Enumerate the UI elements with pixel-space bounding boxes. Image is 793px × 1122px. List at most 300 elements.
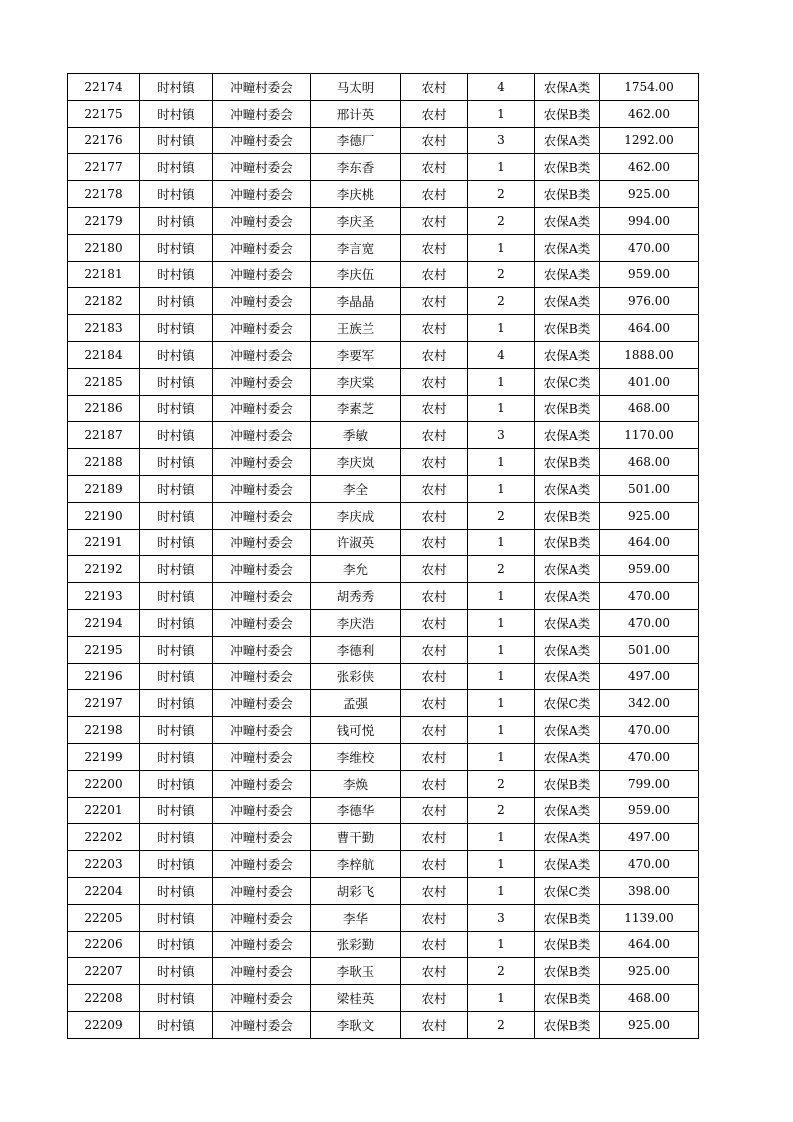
name-cell: 李华 (311, 904, 401, 931)
village-committee-cell: 冲疃村委会 (213, 74, 311, 101)
village-committee-cell: 冲疃村委会 (213, 609, 311, 636)
category-cell: 农保A类 (535, 636, 600, 663)
village-committee-cell: 冲疃村委会 (213, 395, 311, 422)
town-cell: 时村镇 (140, 556, 213, 583)
table-row (68, 100, 699, 127)
area-type-cell: 农村 (401, 502, 468, 529)
household-count-cell: 1 (468, 690, 535, 717)
town-cell: 时村镇 (140, 127, 213, 154)
table-row (68, 717, 699, 744)
record-id-cell: 22206 (68, 931, 140, 958)
name-cell: 李素芝 (311, 395, 401, 422)
table-row (68, 877, 699, 904)
amount-cell: 925.00 (600, 502, 699, 529)
record-id-cell: 22200 (68, 770, 140, 797)
amount-cell: 1292.00 (600, 127, 699, 154)
table-row (68, 288, 699, 315)
table-row (68, 583, 699, 610)
name-cell: 李允 (311, 556, 401, 583)
record-id-cell: 22189 (68, 475, 140, 502)
area-type-cell: 农村 (401, 556, 468, 583)
category-cell: 农保A类 (535, 717, 600, 744)
area-type-cell: 农村 (401, 261, 468, 288)
record-id-cell: 22195 (68, 636, 140, 663)
category-cell: 农保B类 (535, 529, 600, 556)
amount-cell: 959.00 (600, 261, 699, 288)
village-committee-cell: 冲疃村委会 (213, 449, 311, 476)
town-cell: 时村镇 (140, 743, 213, 770)
village-committee-cell: 冲疃村委会 (213, 958, 311, 985)
name-cell: 马太明 (311, 74, 401, 101)
table-row (68, 207, 699, 234)
household-count-cell: 3 (468, 127, 535, 154)
category-cell: 农保A类 (535, 422, 600, 449)
village-committee-cell: 冲疃村委会 (213, 717, 311, 744)
town-cell: 时村镇 (140, 475, 213, 502)
household-count-cell: 1 (468, 717, 535, 744)
household-count-cell: 4 (468, 74, 535, 101)
category-cell: 农保B类 (535, 985, 600, 1012)
records-table (67, 73, 699, 1039)
household-count-cell: 1 (468, 154, 535, 181)
amount-cell: 925.00 (600, 1011, 699, 1038)
table-row (68, 422, 699, 449)
category-cell: 农保B类 (535, 395, 600, 422)
name-cell: 李庆棠 (311, 368, 401, 395)
village-committee-cell: 冲疃村委会 (213, 663, 311, 690)
name-cell: 李庆伍 (311, 261, 401, 288)
area-type-cell: 农村 (401, 181, 468, 208)
town-cell: 时村镇 (140, 154, 213, 181)
area-type-cell: 农村 (401, 1011, 468, 1038)
record-id-cell: 22179 (68, 207, 140, 234)
household-count-cell: 1 (468, 985, 535, 1012)
category-cell: 农保A类 (535, 261, 600, 288)
town-cell: 时村镇 (140, 315, 213, 342)
household-count-cell: 1 (468, 315, 535, 342)
household-count-cell: 2 (468, 1011, 535, 1038)
household-count-cell: 1 (468, 449, 535, 476)
name-cell: 李东香 (311, 154, 401, 181)
amount-cell: 464.00 (600, 315, 699, 342)
name-cell: 李梓航 (311, 851, 401, 878)
area-type-cell: 农村 (401, 529, 468, 556)
name-cell: 张彩勤 (311, 931, 401, 958)
name-cell: 李德厂 (311, 127, 401, 154)
household-count-cell: 1 (468, 824, 535, 851)
amount-cell: 470.00 (600, 851, 699, 878)
name-cell: 孟强 (311, 690, 401, 717)
category-cell: 农保A类 (535, 797, 600, 824)
amount-cell: 1170.00 (600, 422, 699, 449)
name-cell: 李庆桃 (311, 181, 401, 208)
record-id-cell: 22186 (68, 395, 140, 422)
table-row (68, 824, 699, 851)
household-count-cell: 1 (468, 743, 535, 770)
record-id-cell: 22209 (68, 1011, 140, 1038)
record-id-cell: 22208 (68, 985, 140, 1012)
village-committee-cell: 冲疃村委会 (213, 824, 311, 851)
category-cell: 农保B类 (535, 315, 600, 342)
town-cell: 时村镇 (140, 181, 213, 208)
name-cell: 李耿玉 (311, 958, 401, 985)
record-id-cell: 22196 (68, 663, 140, 690)
table-row (68, 743, 699, 770)
name-cell: 梁桂英 (311, 985, 401, 1012)
name-cell: 李德华 (311, 797, 401, 824)
table-row (68, 663, 699, 690)
town-cell: 时村镇 (140, 395, 213, 422)
table-row (68, 449, 699, 476)
category-cell: 农保A类 (535, 234, 600, 261)
area-type-cell: 农村 (401, 636, 468, 663)
village-committee-cell: 冲疃村委会 (213, 743, 311, 770)
town-cell: 时村镇 (140, 904, 213, 931)
amount-cell: 462.00 (600, 100, 699, 127)
amount-cell: 468.00 (600, 985, 699, 1012)
table-row (68, 931, 699, 958)
amount-cell: 342.00 (600, 690, 699, 717)
area-type-cell: 农村 (401, 717, 468, 744)
area-type-cell: 农村 (401, 127, 468, 154)
category-cell: 农保C类 (535, 690, 600, 717)
household-count-cell: 2 (468, 207, 535, 234)
record-id-cell: 22193 (68, 583, 140, 610)
amount-cell: 925.00 (600, 958, 699, 985)
category-cell: 农保B类 (535, 770, 600, 797)
village-committee-cell: 冲疃村委会 (213, 181, 311, 208)
village-committee-cell: 冲疃村委会 (213, 234, 311, 261)
household-count-cell: 1 (468, 395, 535, 422)
category-cell: 农保A类 (535, 663, 600, 690)
household-count-cell: 1 (468, 609, 535, 636)
table-body (68, 74, 699, 1039)
table-row (68, 181, 699, 208)
amount-cell: 501.00 (600, 636, 699, 663)
name-cell: 李要军 (311, 341, 401, 368)
amount-cell: 497.00 (600, 824, 699, 851)
area-type-cell: 农村 (401, 958, 468, 985)
village-committee-cell: 冲疃村委会 (213, 529, 311, 556)
table-row (68, 904, 699, 931)
amount-cell: 1754.00 (600, 74, 699, 101)
town-cell: 时村镇 (140, 1011, 213, 1038)
amount-cell: 468.00 (600, 395, 699, 422)
area-type-cell: 农村 (401, 315, 468, 342)
area-type-cell: 农村 (401, 690, 468, 717)
record-id-cell: 22199 (68, 743, 140, 770)
record-id-cell: 22203 (68, 851, 140, 878)
category-cell: 农保A类 (535, 74, 600, 101)
village-committee-cell: 冲疃村委会 (213, 877, 311, 904)
table-row (68, 1011, 699, 1038)
town-cell: 时村镇 (140, 207, 213, 234)
area-type-cell: 农村 (401, 931, 468, 958)
amount-cell: 799.00 (600, 770, 699, 797)
amount-cell: 959.00 (600, 556, 699, 583)
town-cell: 时村镇 (140, 770, 213, 797)
village-committee-cell: 冲疃村委会 (213, 475, 311, 502)
record-id-cell: 22192 (68, 556, 140, 583)
village-committee-cell: 冲疃村委会 (213, 154, 311, 181)
category-cell: 农保C类 (535, 368, 600, 395)
category-cell: 农保A类 (535, 341, 600, 368)
record-id-cell: 22198 (68, 717, 140, 744)
table-row (68, 154, 699, 181)
table-row (68, 395, 699, 422)
village-committee-cell: 冲疃村委会 (213, 207, 311, 234)
town-cell: 时村镇 (140, 851, 213, 878)
record-id-cell: 22182 (68, 288, 140, 315)
village-committee-cell: 冲疃村委会 (213, 556, 311, 583)
category-cell: 农保A类 (535, 556, 600, 583)
household-count-cell: 3 (468, 904, 535, 931)
village-committee-cell: 冲疃村委会 (213, 690, 311, 717)
household-count-cell: 1 (468, 663, 535, 690)
table-row (68, 851, 699, 878)
record-id-cell: 22187 (68, 422, 140, 449)
category-cell: 农保B类 (535, 931, 600, 958)
household-count-cell: 2 (468, 502, 535, 529)
name-cell: 季敏 (311, 422, 401, 449)
record-id-cell: 22185 (68, 368, 140, 395)
town-cell: 时村镇 (140, 690, 213, 717)
record-id-cell: 22188 (68, 449, 140, 476)
household-count-cell: 1 (468, 931, 535, 958)
record-id-cell: 22190 (68, 502, 140, 529)
area-type-cell: 农村 (401, 877, 468, 904)
village-committee-cell: 冲疃村委会 (213, 904, 311, 931)
record-id-cell: 22176 (68, 127, 140, 154)
area-type-cell: 农村 (401, 368, 468, 395)
household-count-cell: 3 (468, 422, 535, 449)
area-type-cell: 农村 (401, 770, 468, 797)
area-type-cell: 农村 (401, 904, 468, 931)
amount-cell: 925.00 (600, 181, 699, 208)
area-type-cell: 农村 (401, 100, 468, 127)
name-cell: 李庆浩 (311, 609, 401, 636)
table-row (68, 985, 699, 1012)
town-cell: 时村镇 (140, 931, 213, 958)
category-cell: 农保A类 (535, 288, 600, 315)
village-committee-cell: 冲疃村委会 (213, 583, 311, 610)
town-cell: 时村镇 (140, 449, 213, 476)
area-type-cell: 农村 (401, 824, 468, 851)
area-type-cell: 农村 (401, 74, 468, 101)
village-committee-cell: 冲疃村委会 (213, 261, 311, 288)
category-cell: 农保A类 (535, 609, 600, 636)
village-committee-cell: 冲疃村委会 (213, 341, 311, 368)
category-cell: 农保B类 (535, 958, 600, 985)
table-row (68, 556, 699, 583)
amount-cell: 470.00 (600, 234, 699, 261)
village-committee-cell: 冲疃村委会 (213, 422, 311, 449)
name-cell: 李耿文 (311, 1011, 401, 1038)
name-cell: 李庆成 (311, 502, 401, 529)
household-count-cell: 1 (468, 636, 535, 663)
village-committee-cell: 冲疃村委会 (213, 100, 311, 127)
name-cell: 张彩侠 (311, 663, 401, 690)
area-type-cell: 农村 (401, 851, 468, 878)
table-row (68, 127, 699, 154)
town-cell: 时村镇 (140, 74, 213, 101)
area-type-cell: 农村 (401, 422, 468, 449)
category-cell: 农保A类 (535, 583, 600, 610)
name-cell: 曹干勤 (311, 824, 401, 851)
town-cell: 时村镇 (140, 985, 213, 1012)
record-id-cell: 22207 (68, 958, 140, 985)
record-id-cell: 22180 (68, 234, 140, 261)
town-cell: 时村镇 (140, 609, 213, 636)
town-cell: 时村镇 (140, 636, 213, 663)
town-cell: 时村镇 (140, 717, 213, 744)
amount-cell: 1888.00 (600, 341, 699, 368)
table-row (68, 529, 699, 556)
record-id-cell: 22204 (68, 877, 140, 904)
category-cell: 农保B类 (535, 100, 600, 127)
record-id-cell: 22202 (68, 824, 140, 851)
town-cell: 时村镇 (140, 583, 213, 610)
category-cell: 农保A类 (535, 851, 600, 878)
record-id-cell: 22197 (68, 690, 140, 717)
name-cell: 胡秀秀 (311, 583, 401, 610)
village-committee-cell: 冲疃村委会 (213, 931, 311, 958)
table-row (68, 261, 699, 288)
name-cell: 邢计英 (311, 100, 401, 127)
category-cell: 农保A类 (535, 475, 600, 502)
name-cell: 许淑英 (311, 529, 401, 556)
household-count-cell: 2 (468, 958, 535, 985)
village-committee-cell: 冲疃村委会 (213, 985, 311, 1012)
area-type-cell: 农村 (401, 154, 468, 181)
amount-cell: 994.00 (600, 207, 699, 234)
amount-cell: 959.00 (600, 797, 699, 824)
amount-cell: 401.00 (600, 368, 699, 395)
household-count-cell: 1 (468, 583, 535, 610)
record-id-cell: 22181 (68, 261, 140, 288)
area-type-cell: 农村 (401, 288, 468, 315)
town-cell: 时村镇 (140, 422, 213, 449)
village-committee-cell: 冲疃村委会 (213, 797, 311, 824)
record-id-cell: 22205 (68, 904, 140, 931)
category-cell: 农保B类 (535, 154, 600, 181)
household-count-cell: 1 (468, 475, 535, 502)
area-type-cell: 农村 (401, 234, 468, 261)
category-cell: 农保B类 (535, 449, 600, 476)
name-cell: 王族兰 (311, 315, 401, 342)
category-cell: 农保B类 (535, 502, 600, 529)
area-type-cell: 农村 (401, 985, 468, 1012)
category-cell: 农保B类 (535, 181, 600, 208)
village-committee-cell: 冲疃村委会 (213, 770, 311, 797)
household-count-cell: 2 (468, 288, 535, 315)
name-cell: 李晶晶 (311, 288, 401, 315)
record-id-cell: 22175 (68, 100, 140, 127)
area-type-cell: 农村 (401, 663, 468, 690)
category-cell: 农保A类 (535, 743, 600, 770)
record-id-cell: 22184 (68, 341, 140, 368)
record-id-cell: 22174 (68, 74, 140, 101)
record-id-cell: 22177 (68, 154, 140, 181)
household-count-cell: 1 (468, 877, 535, 904)
area-type-cell: 农村 (401, 583, 468, 610)
name-cell: 钱可悦 (311, 717, 401, 744)
table-row (68, 609, 699, 636)
table-row (68, 74, 699, 101)
amount-cell: 398.00 (600, 877, 699, 904)
area-type-cell: 农村 (401, 341, 468, 368)
category-cell: 农保A类 (535, 127, 600, 154)
town-cell: 时村镇 (140, 368, 213, 395)
town-cell: 时村镇 (140, 958, 213, 985)
record-id-cell: 22191 (68, 529, 140, 556)
category-cell: 农保A类 (535, 207, 600, 234)
town-cell: 时村镇 (140, 341, 213, 368)
area-type-cell: 农村 (401, 395, 468, 422)
area-type-cell: 农村 (401, 797, 468, 824)
table-row (68, 368, 699, 395)
village-committee-cell: 冲疃村委会 (213, 502, 311, 529)
town-cell: 时村镇 (140, 502, 213, 529)
amount-cell: 497.00 (600, 663, 699, 690)
table-row (68, 770, 699, 797)
town-cell: 时村镇 (140, 234, 213, 261)
village-committee-cell: 冲疃村委会 (213, 368, 311, 395)
table-row (68, 958, 699, 985)
amount-cell: 468.00 (600, 449, 699, 476)
table-row (68, 690, 699, 717)
area-type-cell: 农村 (401, 475, 468, 502)
category-cell: 农保C类 (535, 877, 600, 904)
amount-cell: 470.00 (600, 743, 699, 770)
table-row (68, 315, 699, 342)
town-cell: 时村镇 (140, 824, 213, 851)
table-row (68, 797, 699, 824)
table-row (68, 341, 699, 368)
village-committee-cell: 冲疃村委会 (213, 127, 311, 154)
household-count-cell: 1 (468, 851, 535, 878)
table-row (68, 475, 699, 502)
category-cell: 农保A类 (535, 824, 600, 851)
household-count-cell: 1 (468, 234, 535, 261)
name-cell: 李庆圣 (311, 207, 401, 234)
name-cell: 李言宽 (311, 234, 401, 261)
household-count-cell: 4 (468, 341, 535, 368)
name-cell: 胡彩飞 (311, 877, 401, 904)
village-committee-cell: 冲疃村委会 (213, 288, 311, 315)
town-cell: 时村镇 (140, 288, 213, 315)
amount-cell: 976.00 (600, 288, 699, 315)
amount-cell: 470.00 (600, 609, 699, 636)
record-id-cell: 22194 (68, 609, 140, 636)
household-count-cell: 1 (468, 529, 535, 556)
amount-cell: 462.00 (600, 154, 699, 181)
household-count-cell: 2 (468, 770, 535, 797)
amount-cell: 464.00 (600, 529, 699, 556)
household-count-cell: 2 (468, 261, 535, 288)
household-count-cell: 2 (468, 181, 535, 208)
town-cell: 时村镇 (140, 663, 213, 690)
record-id-cell: 22183 (68, 315, 140, 342)
household-count-cell: 2 (468, 797, 535, 824)
table-row (68, 502, 699, 529)
amount-cell: 501.00 (600, 475, 699, 502)
name-cell: 李全 (311, 475, 401, 502)
area-type-cell: 农村 (401, 609, 468, 636)
town-cell: 时村镇 (140, 797, 213, 824)
table-row (68, 234, 699, 261)
town-cell: 时村镇 (140, 529, 213, 556)
